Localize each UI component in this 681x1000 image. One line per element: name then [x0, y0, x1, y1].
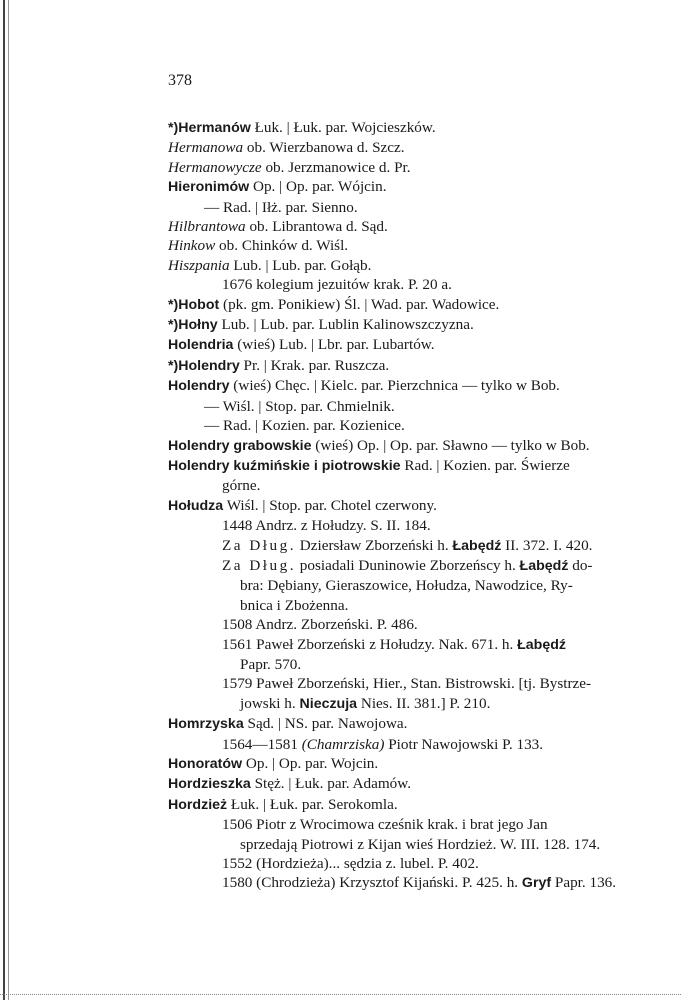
entry-text: ob. Librantowa d. Sąd.: [245, 218, 388, 236]
entry-text: Piotr Nawojowski P. 133.: [384, 735, 544, 753]
entry-line: [168, 397, 623, 416]
entry-headword: Hilbrantowa: [168, 218, 246, 236]
gazetteer-entries: [168, 118, 623, 894]
entry-text: Lub. | Lub. par. Gołąb.: [229, 256, 372, 274]
entry-line: [168, 436, 623, 456]
entry-text: sprzedają Piotrowi z Kijan wieś Hordzież. W. III. 128. 174.: [240, 835, 601, 853]
source-abbrev: Za Dług.: [222, 556, 296, 574]
entry-text: Nies. II. 381.] P. 210.: [357, 694, 491, 712]
entry-headword: Hiszpania: [168, 256, 230, 274]
left-edge-thin-rule: [8, 0, 9, 1000]
entry-line: [168, 158, 623, 177]
coat-of-arms: Gryf: [521, 875, 552, 892]
entry-line: [168, 694, 623, 714]
entry-line: [168, 873, 623, 893]
entry-text: Wiśl. | Stop. par. Chotel czerwony.: [223, 496, 437, 514]
entry-line: [168, 476, 623, 495]
source-abbrev: Za Dług.: [222, 536, 296, 554]
entry-line: [168, 295, 623, 315]
entry-line: [168, 275, 623, 294]
entry-line: [168, 118, 623, 138]
entry-headword: *)Holendry: [168, 357, 240, 374]
left-edge-rule: [3, 0, 5, 1000]
entry-line: [168, 177, 623, 197]
entry-line: [168, 516, 623, 535]
entry-line: [168, 456, 623, 476]
entry-line: [168, 615, 623, 634]
entry-line: [168, 356, 623, 376]
entry-text: 1448 Andrz. z Hołudzy. S. II. 184.: [222, 517, 431, 535]
entry-text: — Rad. | Kozien. par. Kozienice.: [204, 417, 405, 435]
entry-headword: *)Hermanów: [168, 120, 251, 136]
entry-text: 1508 Andrz. Zborzeński. P. 486.: [222, 616, 418, 634]
entry-text: — Rad. | Iłż. par. Sienno.: [204, 198, 358, 216]
entry-line: [168, 795, 623, 815]
entry-line: [168, 236, 623, 255]
entry-text: ob. Jerzmanowice d. Pr.: [261, 158, 411, 176]
entry-text: Papr. 136.: [551, 874, 617, 892]
entry-text: 1579 Paweł Zborzeński, Hier., Stan. Bistrowski. [tj. Bystrze-: [222, 675, 592, 693]
entry-line: [168, 835, 623, 854]
entry-text: Dziersław Zborzeński h.: [296, 536, 453, 554]
entry-text: (wieś) Lub. | Lbr. par. Lubartów.: [233, 336, 435, 354]
entry-text: 1564—1581: [222, 735, 302, 753]
entry-text: 1561 Paweł Zborzeński z Hołudzy. Nak. 671. h.: [222, 635, 518, 653]
entry-headword: Hołudza: [168, 497, 224, 514]
entry-text: (wieś) Chęc. | Kielc. par. Pierzchnica — tylko w Bob.: [229, 377, 560, 395]
entry-line: [168, 754, 623, 774]
entry-line: [168, 655, 623, 674]
entry-headword: Honoratów: [168, 756, 243, 772]
coat-of-arms: Łabędź: [519, 557, 569, 574]
entry-line: [168, 576, 623, 595]
entry-text: Op. | Op. par. Wojcin.: [242, 755, 379, 772]
entry-line: [168, 335, 623, 355]
entry-headword: Hinkow: [168, 237, 216, 255]
entry-line: [168, 256, 623, 275]
entry-headword: Holendry kuźmińskie i piotrowskie: [168, 457, 401, 474]
entry-line: [168, 217, 623, 236]
entry-line: [168, 556, 623, 576]
entry-line: [168, 635, 623, 655]
entry-text: Papr. 570.: [240, 655, 302, 673]
entry-text: bra: Dębiany, Gieraszowice, Hołudza, Nawodzice, Ry-: [240, 577, 573, 595]
entry-line: [168, 138, 623, 157]
coat-of-arms: Łabędź: [452, 537, 502, 554]
entry-text: Op. | Op. par. Wójcin.: [249, 178, 387, 196]
entry-text: Stęż. | Łuk. par. Adamów.: [250, 775, 412, 793]
entry-line: [168, 815, 623, 834]
entry-headword: Homrzyska: [168, 716, 244, 733]
entry-text: Lub. | Lub. par. Lublin Kalinowszczyzna.: [217, 316, 474, 334]
entry-headword: Hordzież: [168, 796, 228, 813]
entry-headword: *)Hobot: [168, 296, 220, 313]
entry-text: jowski h.: [240, 694, 300, 712]
entry-line: [168, 496, 623, 516]
entry-headword: Hordzieszka: [168, 776, 251, 793]
entry-text: górne.: [222, 477, 261, 495]
entry-line: [168, 416, 623, 435]
entry-text: ob. Wierzbanowa d. Szcz.: [243, 139, 405, 157]
entry-line: [168, 774, 623, 794]
bottom-edge-rule: [0, 994, 681, 996]
entry-line: [168, 376, 623, 396]
entry-text: Rad. | Kozien. par. Świerze: [400, 456, 570, 474]
entry-line: [168, 735, 623, 754]
entry-text: Sąd. | NS. par. Nawojowa.: [243, 715, 408, 733]
entry-line: [168, 198, 623, 217]
entry-headword: *)Hołny: [168, 317, 218, 334]
entry-headword: Holendria: [168, 337, 234, 354]
entry-headword: Hieronimów: [168, 179, 250, 196]
entry-line: [168, 596, 623, 615]
page-number: 378: [168, 72, 192, 89]
entry-text: (wieś) Op. | Op. par. Sławno — tylko w Bob.: [311, 436, 590, 454]
entry-line: [168, 674, 623, 693]
entry-line: [168, 854, 623, 873]
entry-text: bnica i Zbożenna.: [240, 596, 349, 614]
entry-text: posiadali Duninowie Zborzeńscy h.: [296, 556, 520, 574]
entry-headword: Holendry: [168, 378, 230, 395]
entry-text: do-: [568, 556, 593, 574]
entry-headword: Hermanowycze: [168, 158, 262, 176]
entry-text: 1506 Piotr z Wrocimowa cześnik krak. i brat jego Jan: [222, 816, 548, 834]
entry-text: 1552 (Hordzieża)... sędzia z. lubel. P. 402.: [222, 855, 479, 873]
entry-text: — Wiśl. | Stop. par. Chmielnik.: [204, 397, 395, 415]
coat-of-arms: Łabędź: [517, 636, 566, 653]
entry-headword: Holendry grabowskie: [168, 437, 312, 454]
entry-text: Pr. | Krak. par. Ruszcza.: [239, 356, 390, 374]
coat-of-arms: Nieczuja: [299, 695, 358, 712]
entry-text: 1676 kolegium jezuitów krak. P. 20 a.: [222, 276, 452, 294]
entry-text: Łuk. | Łuk. par. Serokomla.: [227, 795, 398, 813]
variant-name: (Chamrziska): [301, 735, 385, 753]
entry-text: 1580 (Chrodzieża) Krzysztof Kijański. P. 425. h.: [222, 874, 522, 892]
entry-line: [168, 714, 623, 734]
entry-text: (pk. gm. Ponikiew) Śl. | Wad. par. Wadowice.: [219, 295, 500, 313]
entry-headword: Hermanowa: [168, 139, 244, 157]
entry-text: II. 372. I. 420.: [501, 536, 593, 554]
entry-line: [168, 315, 623, 335]
entry-text: ob. Chinków d. Wiśl.: [215, 237, 349, 255]
entry-line: [168, 536, 623, 556]
entry-text: Łuk. | Łuk. par. Wojcieszków.: [250, 119, 436, 136]
